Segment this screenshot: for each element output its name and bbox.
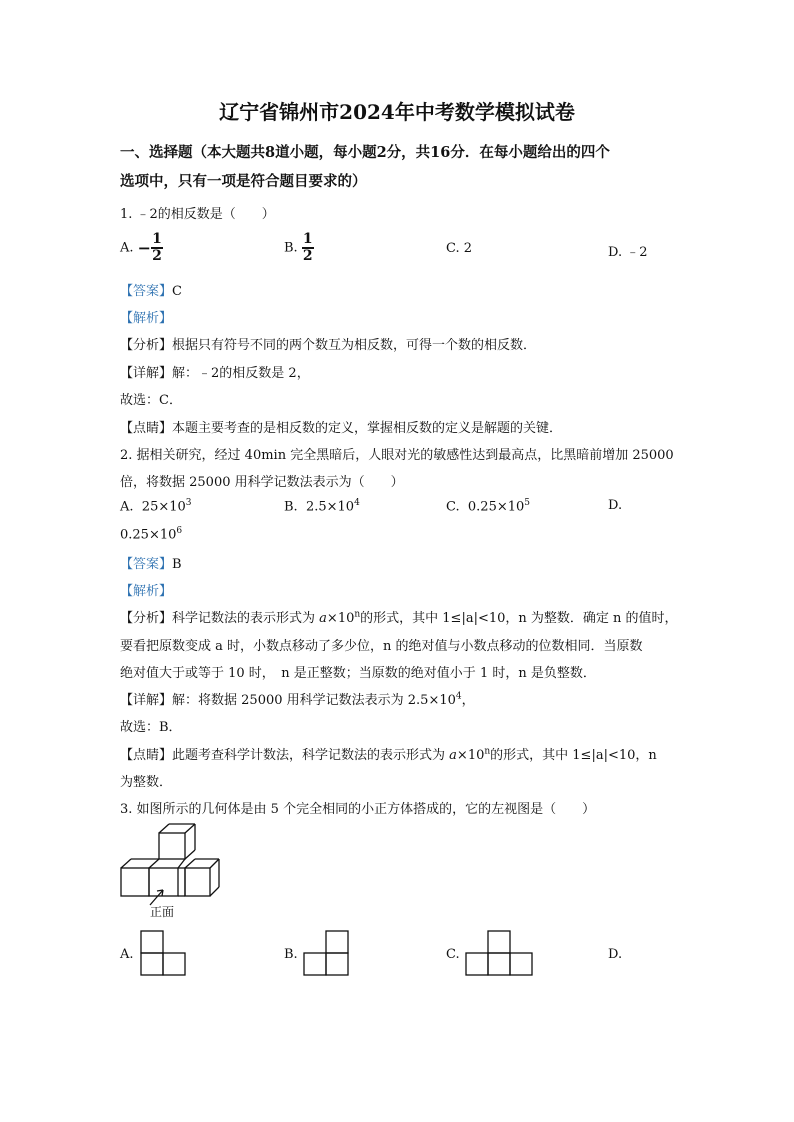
q2-dianjing-sci-x: ×10 bbox=[456, 748, 485, 763]
q1-option-a bbox=[120, 232, 163, 264]
q2-xiangjie-exp: 4 bbox=[455, 691, 462, 702]
q2-analysis-tag: 【解析】 bbox=[120, 584, 173, 599]
q1-answer bbox=[120, 280, 182, 299]
q1-option-a-numerator: 1 bbox=[152, 231, 162, 247]
q2-dianjing-line2: 为整数． bbox=[120, 775, 173, 790]
q1-option-b-denominator: 2 bbox=[302, 248, 313, 264]
q2-option-b bbox=[284, 498, 360, 514]
q1-option-b bbox=[284, 232, 314, 264]
q1-xiangjie-text: 解：﹣2的相反数是 2， bbox=[172, 366, 310, 381]
q1-fenxi-text: 根据只有符号不同的两个数互为相反数，可得一个数的相反数． bbox=[172, 338, 537, 353]
q1-option-c: C. 2 bbox=[446, 241, 473, 256]
q1-option-a-label: A. bbox=[120, 240, 134, 256]
q2-option-a-base: 25×10 bbox=[141, 499, 186, 515]
q3-stem: 3. 如图所示的几何体是由 5 个完全相同的小正方体搭成的，它的左视图是（ ） bbox=[120, 802, 596, 817]
q1-answer-value: C bbox=[172, 284, 182, 299]
q2-sci-n: n bbox=[354, 609, 361, 620]
q2-fenxi-line3: 绝对值大于或等于 10 时， n 是正整数；当原数的绝对值小于 1 时，n 是负整数． bbox=[120, 666, 596, 681]
q1-option-a-denominator: 2 bbox=[152, 248, 162, 264]
q2-fenxi-text1a: 科学记数法的表示形式为 bbox=[172, 611, 320, 626]
q2-xiangjie bbox=[120, 689, 475, 708]
q1-option-a-fraction bbox=[151, 232, 163, 264]
q3-option-b-view bbox=[302, 929, 352, 977]
q2-xiangjie-tag: 【详解】 bbox=[120, 693, 173, 708]
q2-sci-a: a bbox=[319, 611, 327, 626]
q2-fenxi-line2: 要看把原数变成 a 时，小数点移动了多少位，n 的绝对值与小数点移动的位数相同．当原数 bbox=[120, 639, 643, 654]
q2-fenxi-text1b: 的形式，其中 1≤|a|<10，n 为整数．确定 n 的值时， bbox=[360, 611, 678, 626]
q1-guxuan: 故选：C． bbox=[120, 393, 182, 408]
q2-stem-line1: 2. 据相关研究，经过 40min 完全黑暗后，人眼对光的敏感性达到最高点，比黑暗前增加 25000 bbox=[120, 448, 674, 463]
q1-stem: 1. ﹣2的相反数是（ ） bbox=[120, 207, 275, 222]
q3-front-label: 正面 bbox=[150, 905, 175, 919]
q2-option-c-exp: 5 bbox=[524, 498, 531, 508]
q1-option-b-numerator: 1 bbox=[302, 231, 313, 247]
q2-option-d-label: D. bbox=[608, 498, 623, 513]
q2-xiangjie-text: 解：将数据 25000 用科学记数法表示为 2.5×10 bbox=[172, 693, 456, 708]
q2-fenxi-tag: 【分析】 bbox=[120, 611, 173, 626]
q1-fenxi bbox=[120, 334, 536, 353]
q2-answer-value: B bbox=[172, 557, 182, 572]
q2-answer bbox=[120, 553, 182, 572]
q1-analysis-tag: 【解析】 bbox=[120, 311, 173, 326]
q2-stem-line2: 倍，将数据 25000 用科学记数法表示为（ ） bbox=[120, 475, 404, 490]
q3-option-d-label: D. bbox=[608, 947, 623, 962]
q2-option-d-exp: 6 bbox=[176, 526, 183, 536]
q1-option-b-label: B. bbox=[284, 240, 298, 256]
q2-option-c-label: C. bbox=[446, 499, 460, 515]
q3-solid-figure bbox=[118, 822, 228, 914]
q3-option-a-label: A. bbox=[120, 947, 134, 962]
q2-option-b-base: 2.5×10 bbox=[305, 499, 355, 515]
q2-option-c bbox=[446, 498, 530, 514]
q3-top-cube bbox=[159, 824, 195, 859]
q2-sci-x: ×10 bbox=[326, 611, 355, 626]
q3-option-a-view bbox=[139, 929, 189, 977]
q2-guxuan: 故选：B． bbox=[120, 720, 182, 735]
q1-dianjing-text: 本题主要考查的是相反数的定义，掌握相反数的定义是解题的关键． bbox=[172, 421, 563, 436]
q1-xiangjie-tag: 【详解】 bbox=[120, 366, 173, 381]
q2-fenxi-line1 bbox=[120, 607, 678, 626]
q3-right-cube bbox=[178, 859, 219, 896]
q1-option-b-fraction bbox=[302, 232, 314, 264]
section-heading-line2: 选项中，只有一项是符合题目要求的） bbox=[120, 173, 367, 190]
q2-option-b-label: B. bbox=[284, 499, 298, 515]
q2-option-a-label: A. bbox=[120, 499, 134, 515]
q2-dianjing-text1a: 此题考查科学计数法，科学记数法的表示形式为 bbox=[172, 748, 450, 763]
q2-option-d-base: 0.25×10 bbox=[120, 527, 177, 543]
q1-answer-tag: 【答案】 bbox=[120, 284, 173, 299]
q2-option-a bbox=[120, 498, 192, 514]
q3-option-c-label: C. bbox=[446, 947, 460, 962]
q2-answer-tag: 【答案】 bbox=[120, 557, 173, 572]
q2-option-c-base: 0.25×10 bbox=[467, 499, 525, 515]
q2-dianjing-sci-a: a bbox=[449, 748, 457, 763]
q1-fenxi-tag: 【分析】 bbox=[120, 338, 173, 353]
q2-dianjing-tag: 【点睛】 bbox=[120, 748, 173, 763]
q3-option-b-label: B. bbox=[284, 947, 298, 962]
q2-option-d bbox=[120, 526, 182, 542]
q1-dianjing bbox=[120, 417, 562, 436]
q2-xiangjie-end: ， bbox=[461, 693, 475, 708]
q1-xiangjie bbox=[120, 362, 310, 381]
q2-dianjing-line1 bbox=[120, 744, 657, 763]
q2-option-a-exp: 3 bbox=[185, 498, 192, 508]
q2-option-b-exp: 4 bbox=[354, 498, 360, 508]
q1-option-a-sign: − bbox=[137, 238, 152, 258]
q3-middle-cube bbox=[149, 859, 185, 896]
q3-option-c-view bbox=[464, 929, 536, 977]
section-heading-line1: 一、选择题（本大题共8道小题，每小题2分，共16分．在每小题给出的四个 bbox=[120, 144, 610, 161]
q2-dianjing-text1b: 的形式，其中 1≤|a|<10，n bbox=[490, 748, 657, 763]
q1-dianjing-tag: 【点睛】 bbox=[120, 421, 173, 436]
q2-dianjing-sci-n: n bbox=[484, 746, 491, 757]
page-title: 辽宁省锦州市2024年中考数学模拟试卷 bbox=[219, 100, 575, 124]
q1-option-d: D. ﹣2 bbox=[608, 245, 648, 260]
